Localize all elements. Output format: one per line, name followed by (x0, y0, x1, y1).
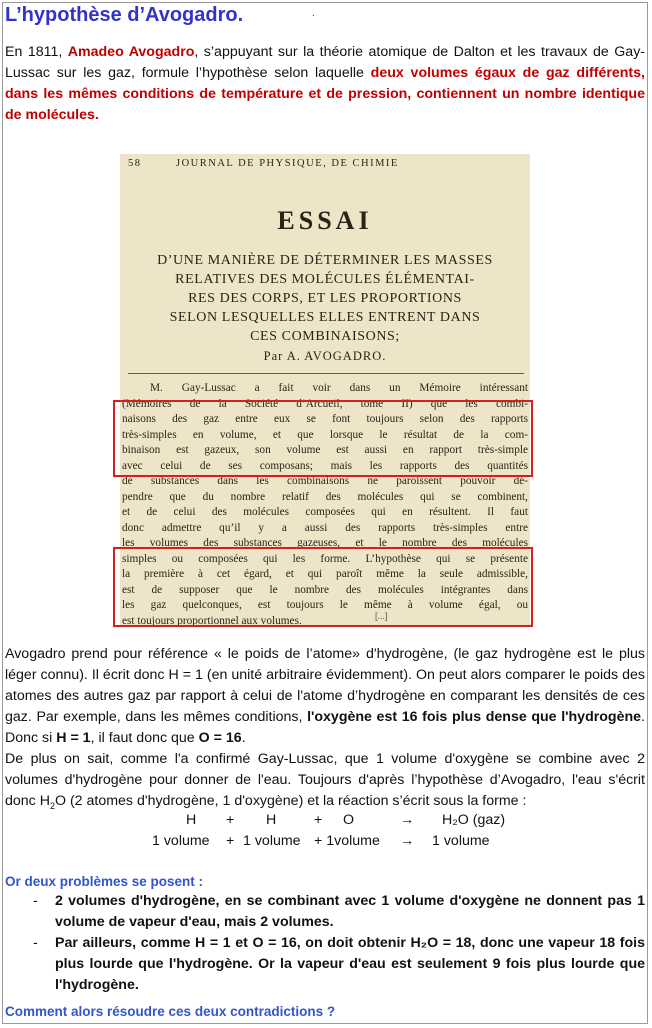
body-line: donc admettre qu’il y a aussi des rapports très-simples entre (122, 521, 528, 534)
journal-title: JOURNAL DE PHYSIQUE, DE CHIMIE (176, 158, 399, 169)
eq-plus2: + (314, 812, 323, 828)
water-paragraph (5, 749, 645, 817)
ellipsis-marker: [...] (375, 611, 388, 621)
eq-vol1: 1 volume (152, 833, 210, 849)
body-line: la première à cet égard, et qui paroît même la seule admissible, (122, 568, 528, 580)
subtitle-line: RELATIVES DES MOLÉCULES ÉLÉMENTAI- (175, 272, 475, 287)
p3-text-b: O (2 atomes d'hydrogène, 1 d'oxygène) et la réaction s’écrit sous la forme : (54, 793, 527, 809)
eq-arrow2: → (400, 833, 415, 849)
p3-subscript: 2 (49, 800, 55, 811)
body-line: les gaz quelconques, est toujours le même à volume égal, ou (122, 599, 528, 611)
eq-vplus1: + (226, 833, 235, 849)
eq-vol3: + 1volume (314, 833, 380, 849)
eq-h2: H (266, 812, 277, 828)
problem-text: 2 volumes d'hydrogène, en se combinant avec 1 volume d'oxygène ne donnent pas 1 volume de vapeur d'eau, mais 2 volumes. (55, 893, 645, 930)
body-line: avec celui de ses composans; mais les rapports des quantités (122, 459, 528, 472)
p3-text-a: De plus on sait, comme l'a confirmé Gay-Lussac, que 1 volume d'oxygène se combine avec 2 volumes d'hydrogène pour donner de l'eau. Toujours d'après l’hypothèse d’Avogadro, l'eau s'écrit donc H (5, 751, 645, 809)
avogadro-name: Amadeo Avogadro (67, 44, 195, 60)
body-line: et de celui des molécules composées qui en résultent. Il faut (122, 506, 528, 518)
body-line: binaison est gazeux, son volume est aussi en rapport très-simple (122, 444, 528, 456)
problem-item (33, 891, 645, 933)
hypothesis-statement: deux volumes égaux de gaz différents, dans les mêmes conditions de température et de pression, contiennent un nombre identique de molécules. (5, 65, 645, 123)
problem-item (33, 933, 645, 996)
highlight-box-gay-lussac (113, 400, 533, 477)
eq-plus1: + (226, 812, 235, 828)
body-line: est toujours proportionnel aux volumes. (122, 614, 302, 626)
p2-text-e: , il faut donc que (90, 730, 199, 746)
essai-author: Par A. AVOGADRO. (263, 349, 387, 363)
closing-question: Comment alors résoudre ces deux contradictions ? (5, 1004, 336, 1019)
list-dash: - (33, 893, 38, 909)
page-title: L’hypothèse d’Avogadro. (5, 4, 244, 26)
eq-o: O (343, 812, 355, 828)
body-line: est de supposer que le nombre des molécules intégrantes dans (122, 583, 528, 596)
essai-subtitle (120, 251, 530, 346)
intro-paragraph (5, 42, 645, 126)
p2-o-equals-16: O = 16 (198, 730, 242, 746)
body-line: de substances dans les combinaisons ne paroissent pouvoir dé- (122, 475, 528, 487)
eq-h1: H (186, 812, 197, 828)
body-line: simples ou composées qui les forme. L’hypothèse qui se présente (122, 552, 528, 565)
stray-dot: . (312, 8, 315, 19)
body-line: M. Gay-Lussac a fait voir dans un Mémoire intéressant (150, 382, 528, 394)
eq-vol2: 1 volume (243, 833, 301, 849)
list-dash: - (33, 935, 38, 951)
scan-divider (128, 373, 524, 374)
highlight-box-hypothesis (113, 547, 533, 627)
essai-heading: ESSAI (277, 206, 373, 235)
p2-text-g: . (241, 730, 246, 746)
eq-water: H₂O (gaz) (442, 812, 506, 828)
subtitle-line: CES COMBINAISONS; (250, 329, 400, 344)
subtitle-line: SELON LESQUELLES ELLES ENTRENT DANS (169, 310, 481, 325)
problem-text: Par ailleurs, comme H = 1 et O = 16, on doit obtenir H₂O = 18, donc une vapeur 18 fois plus lourde que l'hydrogène. Or la vapeur d'eau est seulement 9 fois plus lourde que l'hydrogène. (55, 935, 645, 993)
body-line: pendre que du nombre relatif des molécules qui se combinent, (122, 490, 528, 503)
p2-text-a: Avogadro prend pour référence « le poids de l’atome» d'hydrogène, (le gaz hydrogène est le plus léger connu). Il écrit donc H = 1 (en unité arbitraire évidemment). On peut alors comparer le poids des atomes des autres gaz par rapport à celui de l'atome d’hydrogène en comparant les densités de ces gaz. Par exemple, dans les mêmes conditions, (5, 646, 645, 725)
p2-oxygen-density: l'oxygène est 16 fois plus dense que l'hydrogène (307, 709, 642, 725)
body-line: les volumes des substances gazeuses, et le nombre des molécules (122, 537, 528, 549)
body-line: très-simples en volume, et que lorsque le résultat de la com- (122, 428, 528, 441)
reference-paragraph (5, 644, 645, 749)
problems-heading: Or deux problèmes se posent : (5, 874, 204, 889)
body-line: naisons des gaz entre eux se font toujours selon des rapports (122, 413, 528, 425)
intro-text-2: , s’appuyant sur la théorie atomique de Dalton et les travaux de Gay-Lussac sur les gaz, formule l’hypothèse selon laquelle (5, 44, 646, 81)
journal-page-number: 58 (128, 158, 142, 169)
intro-text-1: En 1811, (5, 44, 68, 60)
body-line: (Mémoires de la Société d’Arcueil, tome II) que les combi- (122, 397, 528, 410)
subtitle-line: RES DES CORPS, ET LES PROPORTIONS (188, 291, 462, 306)
p2-h-equals-1: H = 1 (56, 730, 91, 746)
p2-text-c: . Donc si (5, 709, 645, 746)
eq-arrow1: → (400, 812, 415, 828)
subtitle-line: D’UNE MANIÈRE DE DÉTERMINER LES MASSES (157, 253, 493, 268)
eq-vol-result: 1 volume (432, 833, 490, 849)
